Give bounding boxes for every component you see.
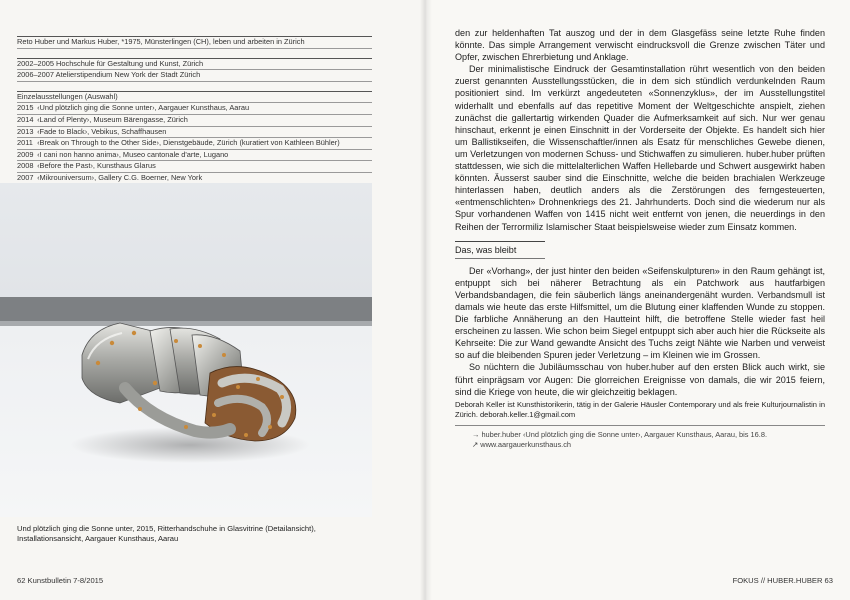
- website-link[interactable]: ↗ www.aargauerkunsthaus.ch: [472, 439, 572, 449]
- gauntlet-photo: [0, 183, 372, 517]
- exhibition-title: ‹Fade to Black›, Vebikus, Schaffhausen: [37, 126, 167, 136]
- exhibition-title: ‹Mikrouniversum›, Gallery C.G. Boerner, New York: [37, 172, 203, 182]
- exhibition-year: 2013: [17, 126, 34, 136]
- paragraph: den zur heldenhaften Tat auszog und der in dem Glasgefäss seine letzte Ruhe finden könnte. Das simple Arrangement verwischt eindrucksvoll die Grenze zwischen Täter und Opfer, zwischen Ehrerbietung und Anklage.: [455, 28, 825, 63]
- bio-line: Reto Huber und Markus Huber, *1975, Münsterlingen (CH), leben und arbeiten in Zürich: [17, 37, 372, 49]
- folio-left: 62 Kunstbulletin 7-8/2015: [17, 576, 104, 585]
- education-item: 2002–2005 Hochschule für Gestaltung und Kunst, Zürich: [17, 59, 372, 71]
- gutter-shadow: [420, 0, 432, 600]
- paragraph: So nüchtern die Jubiläumsschau von huber.huber auf den ersten Blick auch wirkt, sie führt einprägsam vor Augen: Die glorreichen Ereignisse von damals, die wir 2015 feiern, sind die Kriege von heute, die wir gleichzeitig beklagen.: [455, 362, 825, 397]
- exhibitions-heading: Einzelausstellungen (Auswahl): [17, 92, 372, 104]
- exhibition-item: [17, 150, 372, 162]
- subhead-box: [455, 241, 545, 259]
- exhibition-link[interactable]: → huber.huber ‹Und plötzlich ging die Sonne unter›, Aargauer Kunsthaus, Aarau, bis 16.8.: [472, 429, 767, 439]
- paragraph: Der «Vorhang», der just hinter den beiden «Seifenskulpturen» in den Raum gehängt ist, entpuppt sich bei näherer Betrachtung als ein Patchwork aus hautfarbigen Verbandsbandagen, die fein säuberlich längs aneinandergenäht wurden. Verbandsmull ist damals wie heute das erste Hilfsmittel, um die Blutung einer klaffenden Wunde zu stoppen. Die farbliche Annäherung an den Hautteint hilft, die betroffene Stelle wieder fast heil erscheinen zu lassen. Wie schon beim Siegel entpuppt sich aber auch hier die Rückseite als Kehrseite: Die zur Wand gewandte Ansicht des Tuchs zeigt Nähte wie Narben und verweist so auf die bleibenden Spuren jeder Verletzung – im Kleinen wie im Grossen.: [455, 265, 825, 361]
- exhibition-item: [17, 115, 372, 127]
- artist-bio: [17, 36, 372, 185]
- education-item: 2006–2007 Atelierstipendium New York der Stadt Zürich: [17, 70, 372, 82]
- exhibition-item: [17, 138, 372, 150]
- exhibition-title: ‹Before the Past›, Kunsthaus Glarus: [37, 161, 156, 171]
- exhibition-item: [17, 127, 372, 139]
- exhibition-title: ‹Und plötzlich ging die Sonne unter›, Aargauer Kunsthaus, Aarau: [37, 103, 250, 113]
- exhibition-title: ‹Land of Plenty›, Museum Bärengasse, Zürich: [37, 114, 188, 124]
- gauntlet-illustration: [0, 183, 372, 517]
- gap: [17, 82, 372, 91]
- exhibition-title: ‹I cani non hanno anima›, Museo cantonale d'arte, Lugano: [37, 149, 229, 159]
- info-links: [455, 430, 825, 450]
- exhibition-year: 2007: [17, 172, 34, 182]
- exhibition-year: 2008: [17, 161, 34, 171]
- exhibition-title: ‹Break on Through to the Other Side›, Dienstgebäude, Zürich (kuratiert von Kathleen Bühler): [37, 138, 340, 148]
- gap: [17, 49, 372, 58]
- article-body: [455, 27, 825, 450]
- exhibition-year: 2009: [17, 149, 34, 159]
- subhead: Das, was bleibt: [455, 244, 517, 255]
- author-note: Deborah Keller ist Kunsthistorikerin, tätig in der Galerie Häusler Contemporary und als freie Kulturjournalistin in Zürich. deborah.keller.1@gmail.com: [455, 399, 825, 419]
- folio-right: FOKUS // HUBER.HUBER 63: [732, 576, 833, 585]
- exhibition-year: 2011: [17, 138, 33, 148]
- paragraph: Der minimalistische Eindruck der Gesamtinstallation rührt wesentlich von den beiden zuerst genannten Ausstellungsstücken, die in dem sich stündlich verdunkelnden Raum positioniert sind. Im verkürzt angedeuteten «Sonnenzyklus», der im Ausstellungstitel widerhallt und ebenfalls auf das repetitive Moment der Weltgeschichte anspielt, ziehen zunächst die gallertartig wirkenden Quader die Aufmerksamkeit auf sich. Nur wer genau hinschaut, erkennt je einen Einschnitt in der Vorderseite der Objekte. Es handelt sich hier um Ballistikseifen, die Wissenschaftler/innen als Esatz für menschliches Gewebe dienen, um Verletzungen von modernen Schuss- und Stichwaffen zu simulieren. huber.huber prüften stattdessen, wie sich die mittelalterlichen Waffen Hellebarde und Schwert ausgewirkt haben könnten. Äusserst sauber sind die Einschnitte, welche die beiden brachialen Werkzeuge hinterlassen haben, deutlich anders als die Zerstörungen des ferngesteuerten, «entmenschlichten» Drohnenkriegs des 21. Jahrhunderts. Doch sind die wiederum nur als Spur vorhandenen Waffen von 1415 nicht weit entfernt von jenen, die neuerdings in den Reihen der Terrormiliz Islamischer Staat beispielsweise wieder zum Einsatz kommen.: [455, 64, 825, 232]
- divider: [455, 425, 825, 426]
- exhibition-item: [17, 103, 372, 115]
- photo-caption: Und plötzlich ging die Sonne unter, 2015, Ritterhandschuhe in Glasvitrine (Detailansicht), Installationsansicht, Aargauer Kunsthaus, Aarau: [17, 524, 316, 543]
- exhibition-item: [17, 161, 372, 173]
- exhibition-year: 2015: [17, 103, 34, 113]
- exhibition-year: 2014: [17, 114, 34, 124]
